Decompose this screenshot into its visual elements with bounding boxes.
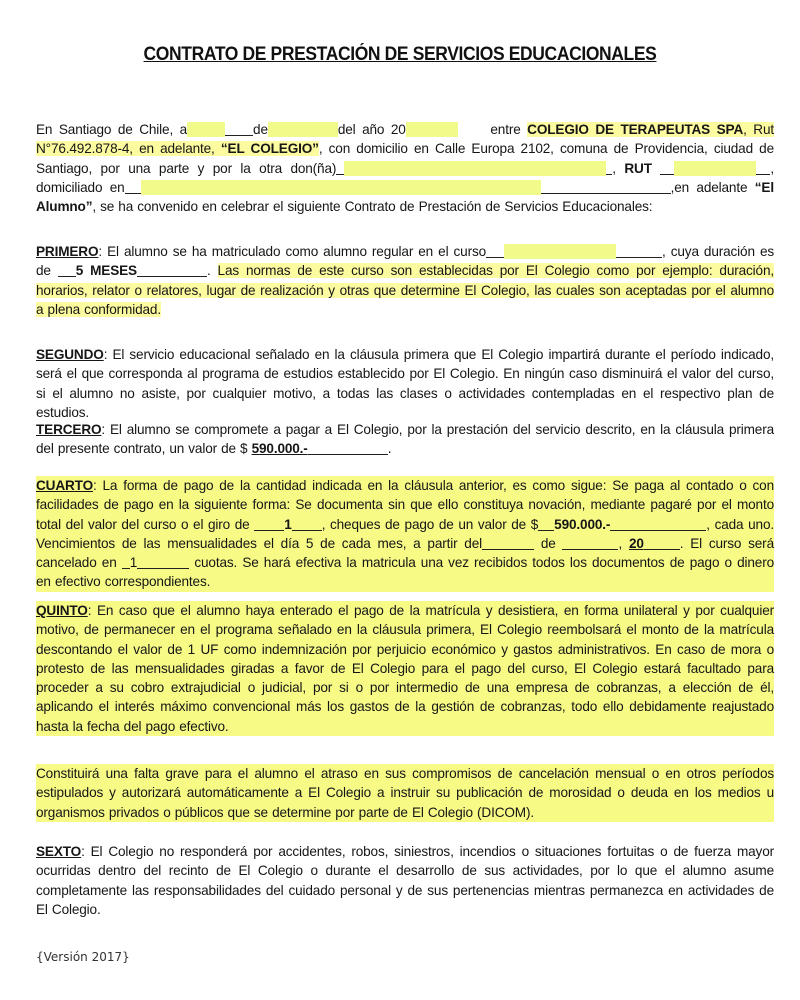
cheque-amount: 590.000.- xyxy=(554,516,611,532)
falta-grave-paragraph: Constituirá una falta grave para el alumno el atraso en sus compromisos de cancelación mensual o en otros períodos estipulados y autorizará automáticamente a El Colegio a instruir su publicación de morosidad o deuda en los medios u organismos privados o públicos que se determine por parte de El Colegio (DICOM). xyxy=(36,764,774,822)
clause-heading: CUARTO xyxy=(36,478,93,493)
intro-paragraph: En Santiago de Chile, a de del año 20 entre COLEGIO DE TERAPEUTAS SPA, Rut N°76.492.878-4, en adelante, “EL COLEGIO”, con domicilio en Calle Europa 2102, comuna de Providencia, ciudad de Santiago, por una parte y por la otra don(ña) , RUT , domiciliado en ,en adelante “El Alumno”, se ha convenido en celebrar el siguiente Contrato de Prestación de Servicios Educacionales: xyxy=(36,122,774,215)
start-year: 20 xyxy=(628,535,644,551)
month-blank xyxy=(268,122,338,137)
name-blank xyxy=(344,161,606,176)
document-title: CONTRATO DE PRESTACIÓN DE SERVICIOS EDUCACIONALES xyxy=(143,44,657,65)
clause-tercero: TERCERO: El alumno se compromete a pagar a El Colegio, por la prestación del servicio descrito, en la cláusula primera del presente contrato, un valor de $ 590.000.- . xyxy=(36,422,774,457)
clause-cuarto: CUARTO: La forma de pago de la cantidad indicada en la cláusula anterior, es como sigue: Se paga al contado o con facilidades de pago en la siguiente forma: Se documenta sin que ello constituya novación, mediante pagaré por el monto total del valor del curso o el giro de 1 , cheques de pago de un valor de $ 590.000.- , cada uno. Vencimientos de las mensualidades el día 5 de cada mes, a partir del de , 20 . El curso será cancelado en 1 cuotas. Se hará efectiva la matricula una vez recibidos todos los documentos de pago o dinero en efectivo correspondientes. xyxy=(36,476,774,592)
clause-heading: QUINTO xyxy=(36,603,88,618)
day-blank xyxy=(187,122,225,137)
course-blank xyxy=(504,244,616,259)
clause-heading: SEXTO xyxy=(36,844,82,859)
clause-sexto: SEXTO: El Colegio no responderá por accidentes, robos, siniestros, incendios o situaciones fortuitas o de fuerza mayor ocurridas dentro del recinto de El Colegio o durante el desarrollo de sus actividades, por lo que el alumno asume completamente las responsabilidades del cuidado personal y de sus pertenencias mientras permanezca en actividades de El Colegio. xyxy=(36,844,774,917)
course-amount: 590.000.- xyxy=(251,441,308,457)
rut-blank xyxy=(674,161,756,176)
clause-heading: TERCERO xyxy=(36,422,102,437)
clause-heading: SEGUNDO xyxy=(36,347,104,362)
year-blank xyxy=(406,122,458,137)
rut-label: RUT xyxy=(624,160,652,176)
cuotas-count: 1 xyxy=(129,555,138,571)
giro-count: 1 xyxy=(284,516,292,532)
clause-segundo: SEGUNDO: El servicio educacional señalado en la cláusula primera que El Colegio impartirá durante el período indicado, será el que corresponda al programa de estudios establecido por El Colegio. En ningún caso disminuirá el valor del curso, si el alumno no asiste, por cualquier motivo, a todas las clases o actividades contempladas en el respectivo plan de estudios. xyxy=(36,347,774,420)
school-alias: “EL COLEGIO” xyxy=(220,141,319,157)
clause-primero: PRIMERO: El alumno se ha matriculado como alumno regular en el curso , cuya duración es de 5 MESES . Las normas de este curso son establecidas por El Colegio como por ejemplo: duración, horarios, relator o relatores, lugar de realización y otras que determine El Colegio, las cuales son aceptadas por el alumno a plena conformidad. xyxy=(36,244,775,317)
school-name: COLEGIO DE TERAPEUTAS SPA xyxy=(527,122,744,137)
student-alias: “El Alumno” xyxy=(36,179,774,215)
version-label: {Versión 2017} xyxy=(36,950,130,964)
clause-heading: PRIMERO xyxy=(36,244,99,259)
course-duration: 5 MESES xyxy=(75,263,137,279)
address-blank xyxy=(141,180,541,195)
clause-quinto: QUINTO: En caso que el alumno haya enterado el pago de la matrícula y desistiera, en forma unilateral y por cualquier motivo, de permanecer en el programa señalado en la cláusula primera, El Colegio reembolsará el monto de la matrícula descontando el valor de 1 UF como indemnización por perjuicio económico y gastos administrativos. En caso de mora o protesto de las mensualidades giradas a favor de El Colegio para el pago del curso, El Colegio estará facultado para proceder a su cobro extrajudicial o judicial, por si o por intermedio de una empresa de cobranzas, a elección de él, aplicando el interés máximo convencional más los gastos de la gestión de cobranzas, todo ello debidamente reajustado hasta la fecha del pago efectivo. xyxy=(36,601,774,736)
